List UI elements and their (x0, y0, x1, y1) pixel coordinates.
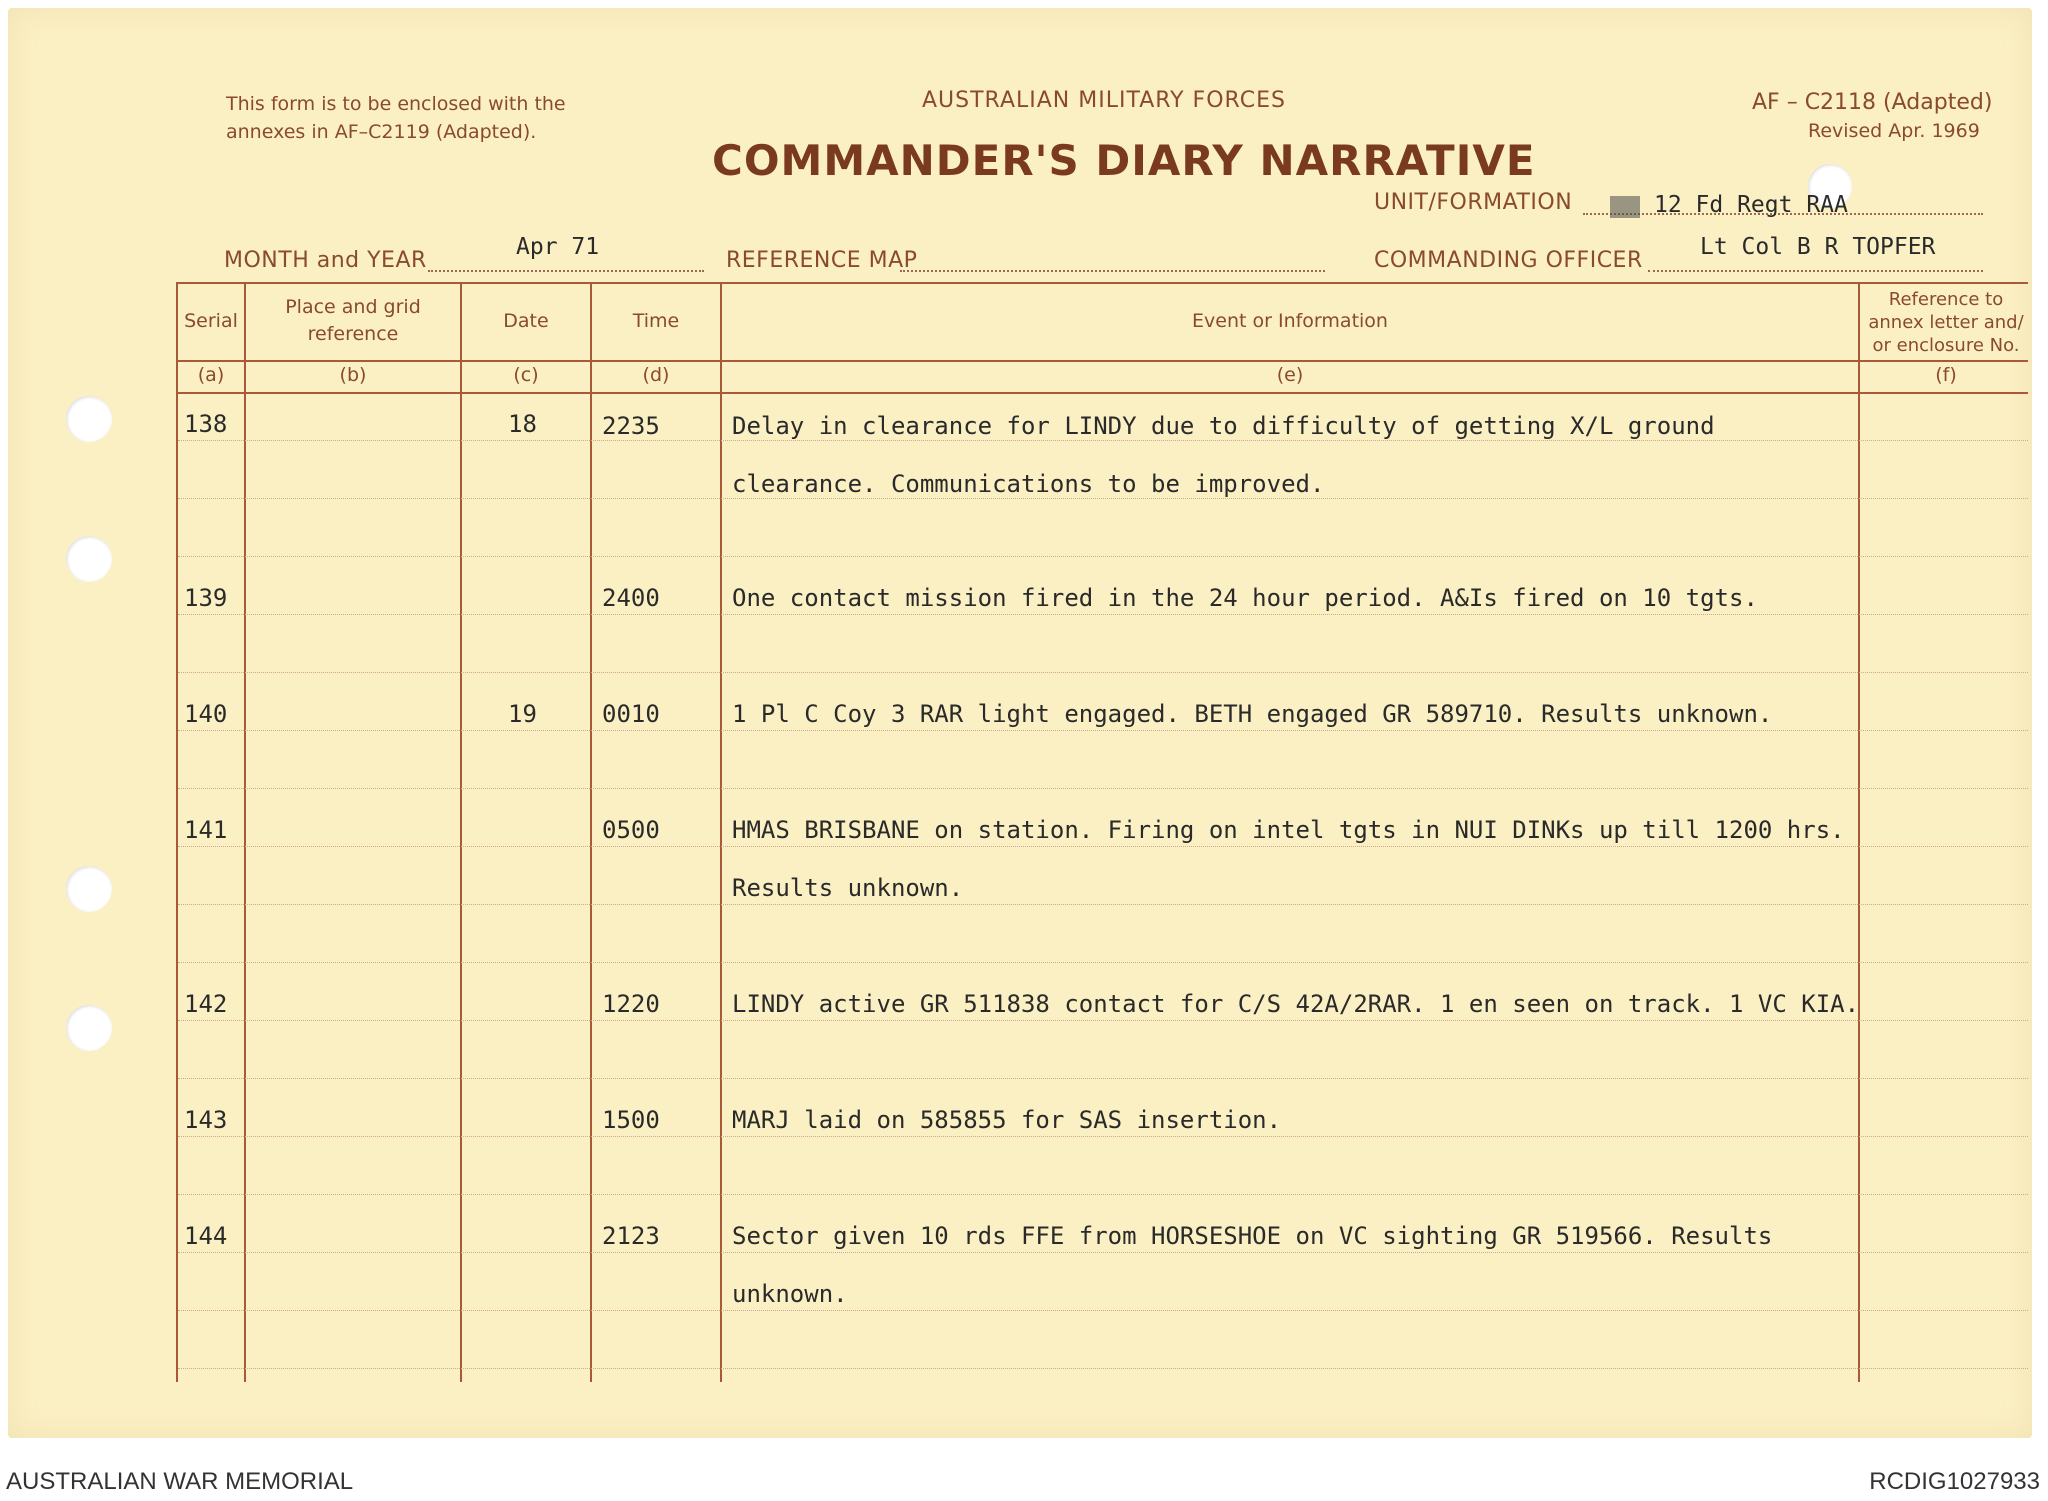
ruled-line (178, 556, 2028, 557)
col-header-reference-line: annex letter and/ (1868, 312, 2024, 333)
entry-event-line: MARJ laid on 585855 for SAS insertion. (732, 1106, 1282, 1134)
col-letter: (b) (339, 364, 367, 386)
entry-serial: 143 (184, 1106, 228, 1134)
entry-time: 0010 (602, 700, 660, 728)
entry-event-line: 1 Pl C Coy 3 RAR light engaged. BETH engaged GR 589710. Results unknown. (732, 700, 1773, 728)
commanding-officer-value: Lt Col B R TOPFER (1700, 234, 1936, 260)
col-header-date: Date (503, 310, 549, 332)
punch-hole (66, 536, 112, 582)
entry-time: 1500 (602, 1106, 660, 1134)
entry-time: 2123 (602, 1222, 660, 1250)
entry-event-line: LINDY active GR 511838 contact for C/S 42A/2RAR. 1 en seen on track. 1 VC KIA. (732, 990, 1860, 1018)
commanding-officer-label: COMMANDING OFFICER (1374, 248, 1643, 273)
entry-serial: 144 (184, 1222, 228, 1250)
ruled-line (178, 788, 2028, 789)
entry-event-line: HMAS BRISBANE on station. Firing on intel tgts in NUI DINKs up till 1200 hrs. (732, 816, 1845, 844)
form-note-line: This form is to be enclosed with the (226, 93, 566, 115)
col-letter: (c) (513, 364, 539, 386)
unit-formation-value: 12 Fd Regt RAA (1654, 192, 1848, 218)
col-header-place-line: reference (307, 323, 399, 345)
entry-event-line: clearance. Communications to be improved. (732, 470, 1325, 498)
col-letter: (e) (1276, 364, 1304, 386)
entry-serial: 142 (184, 990, 228, 1018)
unit-formation-label: UNIT/FORMATION (1374, 190, 1573, 215)
ruled-line (178, 1194, 2028, 1195)
column-divider (720, 282, 722, 1382)
punch-hole (66, 866, 112, 912)
entry-event-line: unknown. (732, 1280, 848, 1308)
column-divider (590, 282, 592, 1382)
ruled-line (178, 1020, 2028, 1021)
col-letter: (d) (642, 364, 670, 386)
column-divider (1858, 282, 1860, 1382)
entry-serial: 140 (184, 700, 228, 728)
ruled-line (178, 904, 2028, 905)
revision-date: Revised Apr. 1969 (1808, 120, 1980, 142)
redaction-mark (1610, 196, 1640, 218)
entry-serial: 139 (184, 584, 228, 612)
col-header-reference (1860, 288, 2032, 357)
ruled-line (178, 730, 2028, 731)
entry-date: 19 (508, 700, 537, 728)
col-header-time: Time (632, 310, 680, 332)
reference-map-label: REFERENCE MAP (726, 248, 918, 273)
ruled-line (178, 498, 2028, 499)
ruled-line (178, 1252, 2028, 1253)
column-divider (176, 282, 178, 1382)
entry-time: 0500 (602, 816, 660, 844)
form-note-line: annexes in AF–C2119 (Adapted). (226, 121, 537, 143)
form-note (226, 90, 566, 146)
ruled-line (178, 846, 2028, 847)
col-header-reference-line: or enclosure No. (1872, 335, 2020, 356)
entry-event-line: One contact mission fired in the 24 hour period. A&Is fired on 10 tgts. (732, 584, 1758, 612)
col-header-serial: Serial (184, 310, 238, 332)
month-year-value: Apr 71 (516, 234, 600, 260)
organisation-name: AUSTRALIAN MILITARY FORCES (922, 88, 1286, 113)
punch-hole (66, 396, 112, 442)
column-divider (460, 282, 462, 1382)
ruled-line (178, 962, 2028, 963)
entry-time: 2235 (602, 412, 660, 440)
entry-event-line: Sector given 10 rds FFE from HORSESHOE on VC sighting GR 519566. Results (732, 1222, 1773, 1250)
reference-map-line (900, 270, 1325, 272)
ruled-line (178, 1310, 2028, 1311)
col-header-event: Event or Information (1192, 310, 1388, 332)
diary-form-sheet (8, 8, 2032, 1438)
entry-time: 2400 (602, 584, 660, 612)
ruled-line (178, 614, 2028, 615)
punch-hole (66, 1005, 112, 1051)
header-divider (176, 392, 2028, 394)
col-header-place-line: Place and grid (285, 296, 421, 318)
table-top-border (176, 282, 2028, 284)
entry-serial: 138 (184, 410, 228, 438)
ruled-line (178, 440, 2028, 441)
commanding-officer-line (1648, 270, 1983, 272)
ruled-line (178, 672, 2028, 673)
column-divider (244, 282, 246, 1382)
col-header-reference-line: Reference to (1888, 289, 2004, 310)
ruled-line (178, 1368, 2028, 1369)
form-number: AF – C2118 (Adapted) (1752, 90, 1993, 115)
form-title: COMMANDER'S DIARY NARRATIVE (712, 136, 1536, 185)
entry-event-line: Delay in clearance for LINDY due to difficulty of getting X/L ground (732, 412, 1715, 440)
entry-date: 18 (508, 410, 537, 438)
col-header-place (246, 294, 460, 348)
col-letter: (a) (197, 364, 225, 386)
month-year-label: MONTH and YEAR (224, 248, 427, 273)
ruled-line (178, 1136, 2028, 1137)
archive-credit: AUSTRALIAN WAR MEMORIAL (6, 1468, 354, 1495)
entry-time: 1220 (602, 990, 660, 1018)
entry-event-line: Results unknown. (732, 874, 964, 902)
archive-id: RCDIG1027933 (1869, 1468, 2040, 1495)
month-year-line (428, 270, 704, 272)
ruled-line (178, 1078, 2028, 1079)
entry-serial: 141 (184, 816, 228, 844)
col-letter: (f) (1935, 364, 1957, 386)
